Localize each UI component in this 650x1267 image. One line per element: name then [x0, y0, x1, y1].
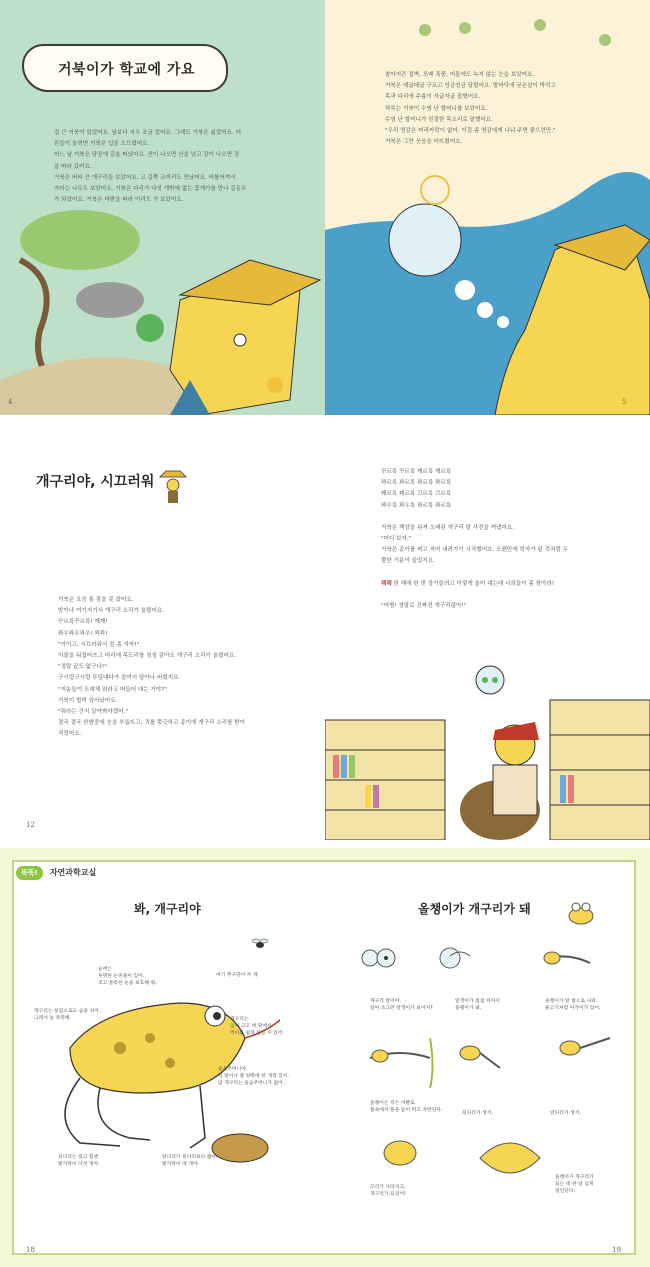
highlight-line: [381, 579, 641, 590]
paragraph-line: "아이고, 시끄러워서 잠 좀 자자!": [58, 641, 140, 648]
spread-frogs-noisy: [0, 425, 650, 840]
paragraph-line: 거북은 책장을 뒤져 오래된 개구리 말 사전을 꺼냈어요.: [381, 524, 515, 531]
note-eyelid: 눈에는 투명한 눈꺼풀이 있어. 코고 볼록한 눈을 보호해 줘.: [98, 967, 157, 986]
note-growing: 알갱이가 점점 커져서 올챙이가 돼.: [455, 999, 500, 1011]
paragraph-line: 적었어요.: [58, 731, 82, 738]
paragraph-line: "어쩜! 정말로 진짜진 개구리잖아!": [381, 602, 467, 609]
note-froglet: 꼬리가 사라지고, 개구리가 되었어!: [370, 1185, 406, 1197]
right-section-title: 올챙이가 개구리가 돼: [418, 902, 531, 916]
left-section-title: 봐, 개구리야: [134, 902, 201, 916]
turtle-journey-illustration: [0, 200, 325, 415]
page-12: [0, 425, 325, 840]
paragraph-line: 결국 결국 한밤중에 눈을 부릅뜨고, 귀를 쫑긋하고 종이에 개구리 소리를 받아: [58, 720, 246, 727]
note-hind-legs: 뒷다리는 길고 힘센 발가락이 다섯 개야.: [58, 1155, 100, 1167]
fly-icon: [250, 936, 270, 952]
paragraph-line: 가 되었어요. 거북은 바람을 따라 이리도 가 보았어요.: [54, 197, 184, 204]
nature-class-badge: [16, 860, 96, 880]
paragraph-line: 수염 난 할머니가 친절한 목소리로 말했어요.: [385, 116, 493, 123]
paragraph-line: 하루는 거북이 수염 난 할머니를 보았어요.: [385, 105, 488, 112]
note-vocal-sac: 울음주머니야. 턱 밑이나 볼 양쪽에 한 개씩 있어. 암 개구리는 울음주머니가 없어.: [218, 1067, 289, 1086]
spread-nature-class: [0, 848, 650, 1267]
story-text-right: [385, 70, 635, 148]
paragraph-line: 거북은 종이를 펴고 적어 내려가기 시작했어요. 오랜만에 학자가 된 것처럼 우: [381, 547, 569, 554]
note-front-legs-grow: 앞다리가 생겨.: [550, 1111, 581, 1116]
paragraph-line: 꽈우륵 꽈우륵 꽈르륵 꽈르륵: [381, 502, 452, 509]
page-number: 12: [26, 821, 35, 829]
paragraph-line: "저놈들이 도대체 뭐라고 떠들어 대는 거야?": [58, 686, 167, 693]
title-bubble: [22, 44, 228, 92]
story-text-right: [381, 467, 641, 612]
badge-label: 뚝뚝!: [16, 866, 43, 880]
page-number: 18: [26, 1246, 35, 1254]
paragraph-line: "우리 영감은 머리카락이 없어. 이걸 좀 영감에게 나눠 주면 좋으련만.": [385, 128, 556, 135]
paragraph-line: 거북은 버티 큰 개구리들 보았어요. 코 길쭉 코끼리도 만났어요. 비틀어져서: [54, 174, 236, 181]
paragraph-line: 밤이나 여기저기서 개구리 소리가 울렸어요.: [58, 608, 165, 615]
story-title: 거북이가 학교에 가요: [58, 62, 195, 78]
story-text-left: [54, 128, 294, 206]
note-hind-legs-grow: 뒷다리가 생겨.: [462, 1111, 493, 1116]
page-4: [0, 0, 325, 415]
note-nostril: 여기 쭈구망이 두 개: [216, 973, 258, 978]
paragraph-line: 꽈우꽈우꽈우! 꽉꽉!: [58, 630, 108, 637]
note-skin: 개구리는 살갗으로도 숨을 쉬어. 그래서 늘 촉촉해.: [34, 1009, 101, 1021]
paragraph-line: 목과 다리에 주름이 자글자글 잡혔어요.: [385, 94, 481, 101]
paragraph-line: "정말 끝도 없구나!": [58, 664, 107, 671]
story-text-left: [58, 595, 308, 741]
paragraph-line: 을 따라 갔어요.: [54, 163, 92, 170]
badge-subtitle: 자연과학교실: [49, 868, 97, 877]
spread-turtle-school: [0, 0, 650, 415]
paragraph-line: "뭐라는 건지 알아봐야겠어.": [58, 709, 128, 716]
library-turtle-illustration: [325, 660, 650, 840]
paragraph-line: 찰아지즌 절벽, 모래 폭풍, 어둠에도 녹지 않는 눈을 보았어요.: [385, 72, 535, 78]
note-one-month: 올챙이가 개구리가 되는 데 한 달 넘게 걸린단다.: [555, 1175, 594, 1194]
page-number: 19: [612, 1246, 621, 1254]
paragraph-line: 꿰르륵 꿰르륵 끄르륵 끄르륵: [381, 491, 452, 498]
highlight-word: 꽥꽥: [381, 580, 392, 587]
frog-icon: [566, 898, 596, 926]
note-hatch: 올챙이가 알 밖으로 나와. 물고기처럼 아가미가 있어.: [545, 999, 601, 1011]
desert-river-illustration: [325, 0, 650, 415]
paragraph-line: 거북은 그만 웃음을 터뜨렸어요.: [385, 139, 463, 146]
paragraph-line: 자라는 나무도 보았어요. 거북은 다리가 다섯 개밖에 없는 꽃게아를 만나 길동무: [54, 186, 247, 193]
paragraph-line: 쭐한 기분이 들었지요.: [381, 558, 435, 565]
paragraph-line: 른들이 놀려면 거북은 입을 오므렸어요.: [54, 141, 150, 148]
page-number: 4: [8, 398, 13, 406]
page-5: [325, 0, 650, 415]
paragraph-line: 꾸르륵꾸르륵! 깨깨!: [58, 619, 108, 626]
note-front-legs: 앞다리가 뒷다리보다 짧아. 발가락이 네 개야.: [162, 1155, 218, 1167]
paragraph-line: 거북은 요즘 통 잠을 못 잤어요.: [58, 597, 134, 603]
note-tadpole-eats: 올챙이는 작은 이빨로 물속에서 풀을 뜯어 먹고 자란단다.: [370, 1101, 443, 1113]
page-number: 5: [622, 398, 627, 406]
paragraph-line: 거북은 데굴데굴 구르고 엉금엉금 달렸어요. 발바닥에 굳은살이 박히고: [385, 83, 556, 90]
page-13: [325, 425, 650, 840]
note-eggs: 개구리 알이야. 알아 조그만 알갱이가 보이지?: [370, 999, 433, 1011]
paragraph-line: 거북이 벌떡 일어났어요.: [58, 697, 118, 704]
note-mouth: 개구리는 입이 크고 혀 밑에서 먹이를 쉽게 삼킬 수 있어.: [230, 1017, 284, 1036]
paragraph-line: "어디 보자.": [381, 536, 412, 543]
story-title: 개구리야, 시끄러워: [36, 474, 155, 490]
paragraph-line: 구시렁구시렁 투덜대다가 잠까지 달아나 버렸지요.: [58, 675, 181, 682]
paragraph-line: 이불을 뒤집어쓰고 머리에 목도리를 칭칭 감아도 개구리 소리가 울렸어요.: [58, 653, 237, 660]
cowboy-turtle-icon: [158, 465, 188, 505]
highlight-rest: 한 해에 한 번 장가들려고 이렇게 울어 대는데 너희들이 좀 참아라!: [393, 580, 555, 587]
paragraph-line: 꾸르륵 꾸르륵 깨르륵 깨르륵: [381, 469, 452, 475]
paragraph-line: 어느 날 거북은 담장에 길을 떠났어요. 산이 나오면 산을 넘고 강이 나오면 강: [54, 152, 240, 159]
paragraph-line: 집 근 거북이 있었어요. 날보다 지우 조금 컸어요. 그래도 거북은 싫었어요. 어: [54, 130, 242, 136]
paragraph-line: 꽈르륵 꽈르륵 꽈르륵 꽈르륵: [381, 480, 452, 487]
